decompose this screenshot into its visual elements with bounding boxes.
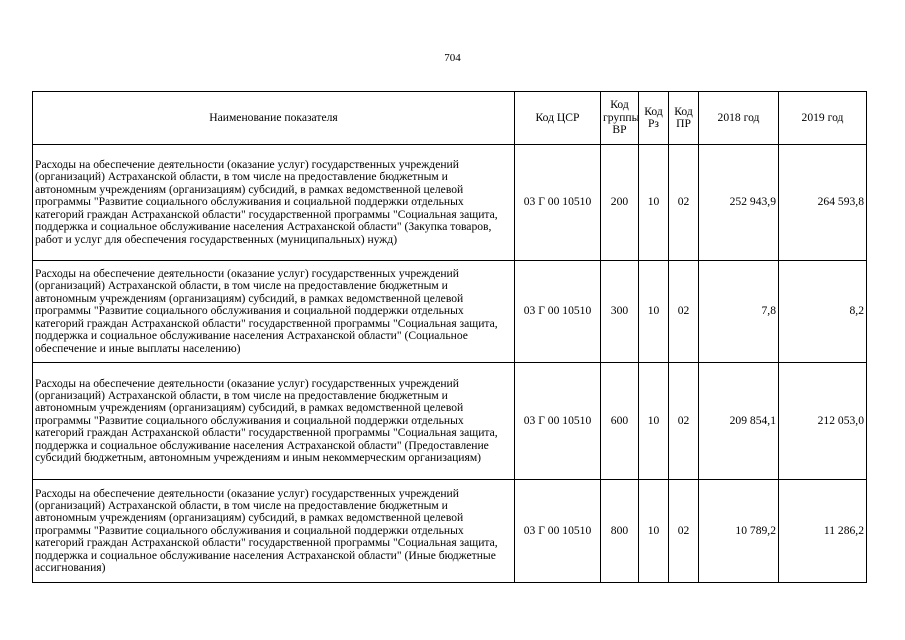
header-name: Наименование показателя	[33, 92, 515, 145]
row-2018: 209 854,1	[699, 363, 779, 480]
table-row	[33, 480, 867, 583]
header-2019: 2019 год	[779, 92, 867, 145]
row-rz: 10	[639, 363, 669, 480]
table-row	[33, 363, 867, 480]
row-2018: 7,8	[699, 261, 779, 363]
row-rz: 10	[639, 261, 669, 363]
row-vr: 800	[601, 480, 639, 583]
row-csr: 03 Г 00 10510	[515, 145, 601, 261]
row-csr: 03 Г 00 10510	[515, 480, 601, 583]
row-rz: 10	[639, 480, 669, 583]
row-rz: 10	[639, 145, 669, 261]
row-name: Расходы на обеспечение деятельности (оказание услуг) государственных учреждений (организаций) Астраханской области, в том числе на предоставление бюджетным и автономным учреждениям (организациям) субсидий, в рамках ведомственной целевой программы "Развитие социального обслуживания и социальной поддержки отдельных категорий граждан Астраханской области" государственной программы "Социальная защита, поддержка и социальное обслуживание населения Астраханской области" (Иные бюджетные ассигнования)	[33, 480, 515, 583]
row-pr: 02	[669, 261, 699, 363]
row-2019: 8,2	[779, 261, 867, 363]
row-2019: 212 053,0	[779, 363, 867, 480]
row-pr: 02	[669, 145, 699, 261]
row-2018: 10 789,2	[699, 480, 779, 583]
row-name: Расходы на обеспечение деятельности (оказание услуг) государственных учреждений (организаций) Астраханской области, в том числе на предоставление бюджетным и автономным учреждениям (организациям) субсидий, в рамках ведомственной целевой программы "Развитие социального обслуживания и социальной поддержки отдельных категорий граждан Астраханской области" государственной программы "Социальная защита, поддержка и социальное обслуживание населения Астраханской области" (Закупка товаров, работ и услуг для обеспечения государственных (муниципальных) нужд)	[33, 145, 515, 261]
header-csr: Код ЦСР	[515, 92, 601, 145]
row-2019: 11 286,2	[779, 480, 867, 583]
header-2018: 2018 год	[699, 92, 779, 145]
row-csr: 03 Г 00 10510	[515, 261, 601, 363]
row-pr: 02	[669, 480, 699, 583]
row-csr: 03 Г 00 10510	[515, 363, 601, 480]
row-vr: 600	[601, 363, 639, 480]
row-vr: 300	[601, 261, 639, 363]
header-vr: Код группы ВР	[601, 92, 639, 145]
row-name: Расходы на обеспечение деятельности (оказание услуг) государственных учреждений (организаций) Астраханской области, в том числе на предоставление бюджетным и автономным учреждениям (организациям) субсидий, в рамках ведомственной целевой программы "Развитие социального обслуживания и социальной поддержки отдельных категорий граждан Астраханской области" государственной программы "Социальная защита, поддержка и социальное обслуживание населения Астраханской области" (Социальное обеспечение и иные выплаты населению)	[33, 261, 515, 363]
row-2018: 252 943,9	[699, 145, 779, 261]
row-pr: 02	[669, 363, 699, 480]
table-row	[33, 261, 867, 363]
header-pr: Код ПР	[669, 92, 699, 145]
budget-table	[32, 91, 867, 583]
header-rz: Код Рз	[639, 92, 669, 145]
row-name: Расходы на обеспечение деятельности (оказание услуг) государственных учреждений (организаций) Астраханской области, в том числе на предоставление бюджетным и автономным учреждениям (организациям) субсидий, в рамках ведомственной целевой программы "Развитие социального обслуживания и социальной поддержки отдельных категорий граждан Астраханской области" государственной программы "Социальная защита, поддержка и социальное обслуживание населения Астраханской области" (Предоставление субсидий бюджетным, автономным учреждениям и иным некоммерческим организациям)	[33, 363, 515, 480]
row-2019: 264 593,8	[779, 145, 867, 261]
page-number: 704	[444, 52, 461, 64]
table-header-row	[33, 92, 867, 145]
table-row	[33, 145, 867, 261]
row-vr: 200	[601, 145, 639, 261]
